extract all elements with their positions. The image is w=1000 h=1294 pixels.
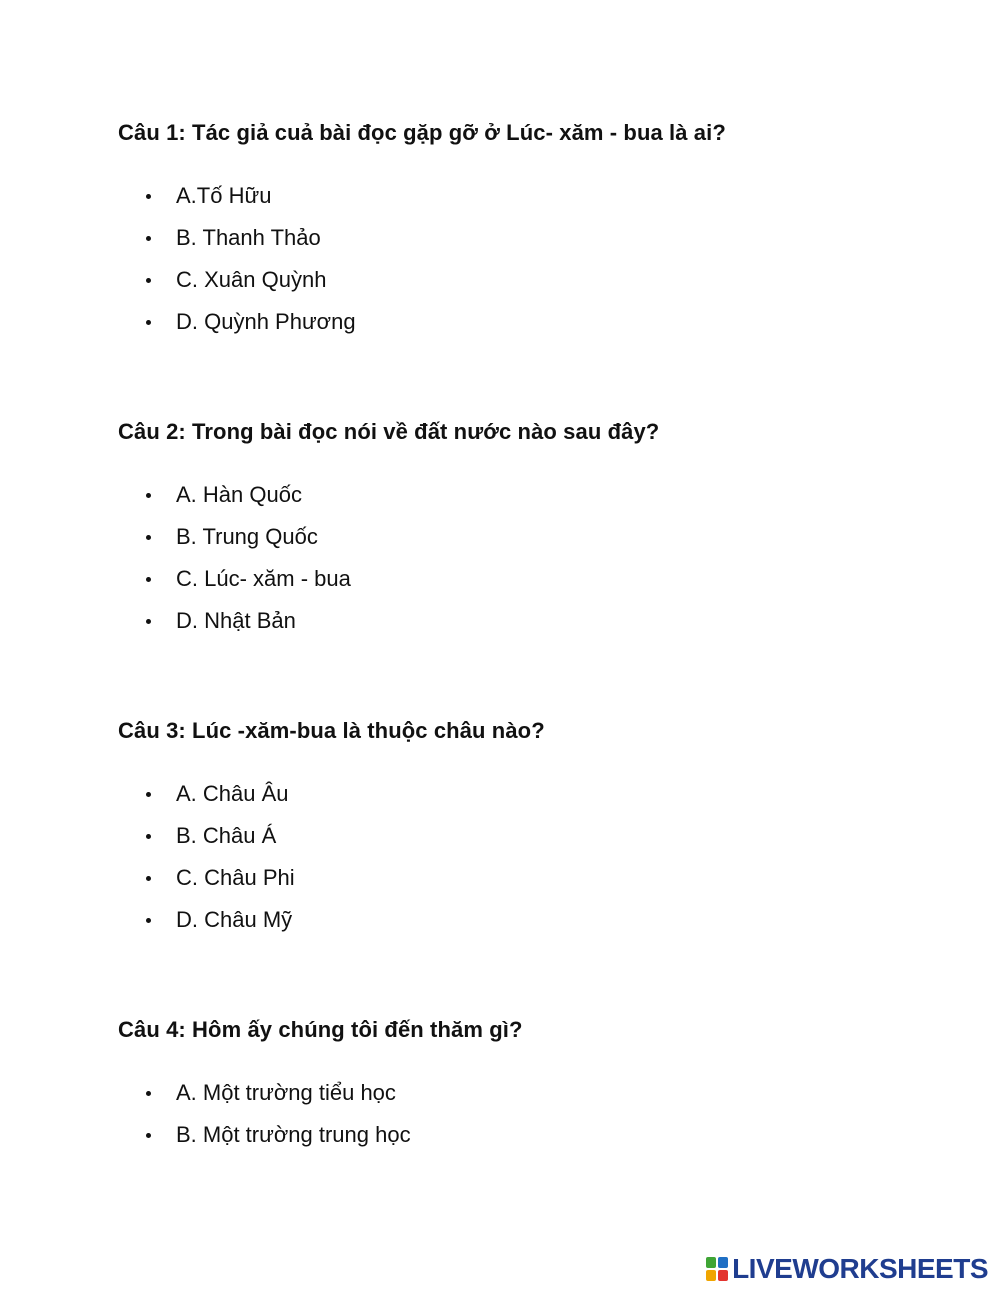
logo-mark-icon	[706, 1257, 728, 1281]
answer-option[interactable]	[118, 822, 958, 864]
question-1	[118, 120, 958, 350]
answer-label: C. Châu Phi	[176, 865, 295, 890]
bullet-icon	[146, 876, 151, 881]
bullet-icon	[146, 493, 151, 498]
answer-label: D. Châu Mỹ	[176, 907, 293, 932]
logo-text: LIVEWORKSHEETS	[732, 1253, 988, 1284]
logo-square-orange	[706, 1270, 716, 1281]
answer-option[interactable]	[118, 523, 958, 565]
answer-option[interactable]	[118, 1079, 958, 1121]
answer-list	[118, 1079, 958, 1163]
bullet-icon	[146, 918, 151, 923]
bullet-icon	[146, 236, 151, 241]
question-4	[118, 1017, 958, 1163]
answer-option[interactable]	[118, 565, 958, 607]
bullet-icon	[146, 619, 151, 624]
answer-option[interactable]	[118, 1121, 958, 1163]
answer-label: C. Xuân Quỳnh	[176, 267, 327, 292]
bullet-icon	[146, 1133, 151, 1138]
answer-option[interactable]	[118, 481, 958, 523]
bullet-icon	[146, 834, 151, 839]
question-title: Câu 2: Trong bài đọc nói về đất nước nào sau đây?	[118, 419, 660, 444]
answer-list	[118, 182, 958, 350]
logo-square-red	[718, 1270, 728, 1281]
answer-label: B. Thanh Thảo	[176, 225, 321, 250]
bullet-icon	[146, 278, 151, 283]
logo-square-blue	[718, 1257, 728, 1268]
bullet-icon	[146, 792, 151, 797]
bullet-icon	[146, 320, 151, 325]
bullet-icon	[146, 194, 151, 199]
bullet-icon	[146, 577, 151, 582]
answer-label: D. Nhật Bản	[176, 608, 296, 633]
answer-label: A. Một trường tiểu học	[176, 1080, 396, 1105]
answer-option[interactable]	[118, 780, 958, 822]
answer-label: A.Tố Hữu	[176, 183, 272, 208]
answer-label: D. Quỳnh Phương	[176, 309, 356, 334]
logo-square-green	[706, 1257, 716, 1268]
answer-option[interactable]	[118, 266, 958, 308]
question-title: Câu 1: Tác giả cuả bài đọc gặp gỡ ở Lúc- xăm - bua là ai?	[118, 120, 726, 145]
answer-option[interactable]	[118, 182, 958, 224]
answer-label: A. Hàn Quốc	[176, 482, 302, 507]
answer-option[interactable]	[118, 308, 958, 350]
answer-label: B. Châu Á	[176, 823, 277, 848]
bullet-icon	[146, 535, 151, 540]
question-title: Câu 3: Lúc -xăm-bua là thuộc châu nào?	[118, 718, 545, 743]
answer-list	[118, 780, 958, 948]
answer-label: B. Trung Quốc	[176, 524, 318, 549]
answer-option[interactable]	[118, 607, 958, 649]
liveworksheets-logo	[706, 1254, 988, 1284]
answer-option[interactable]	[118, 906, 958, 948]
answer-list	[118, 481, 958, 649]
answer-option[interactable]	[118, 224, 958, 266]
answer-option[interactable]	[118, 864, 958, 906]
answer-label: C. Lúc- xăm - bua	[176, 566, 351, 591]
question-2	[118, 419, 958, 649]
bullet-icon	[146, 1091, 151, 1096]
question-3	[118, 718, 958, 948]
answer-label: B. Một trường trung học	[176, 1122, 411, 1147]
answer-label: A. Châu Âu	[176, 781, 289, 806]
question-title: Câu 4: Hôm ấy chúng tôi đến thăm gì?	[118, 1017, 523, 1042]
